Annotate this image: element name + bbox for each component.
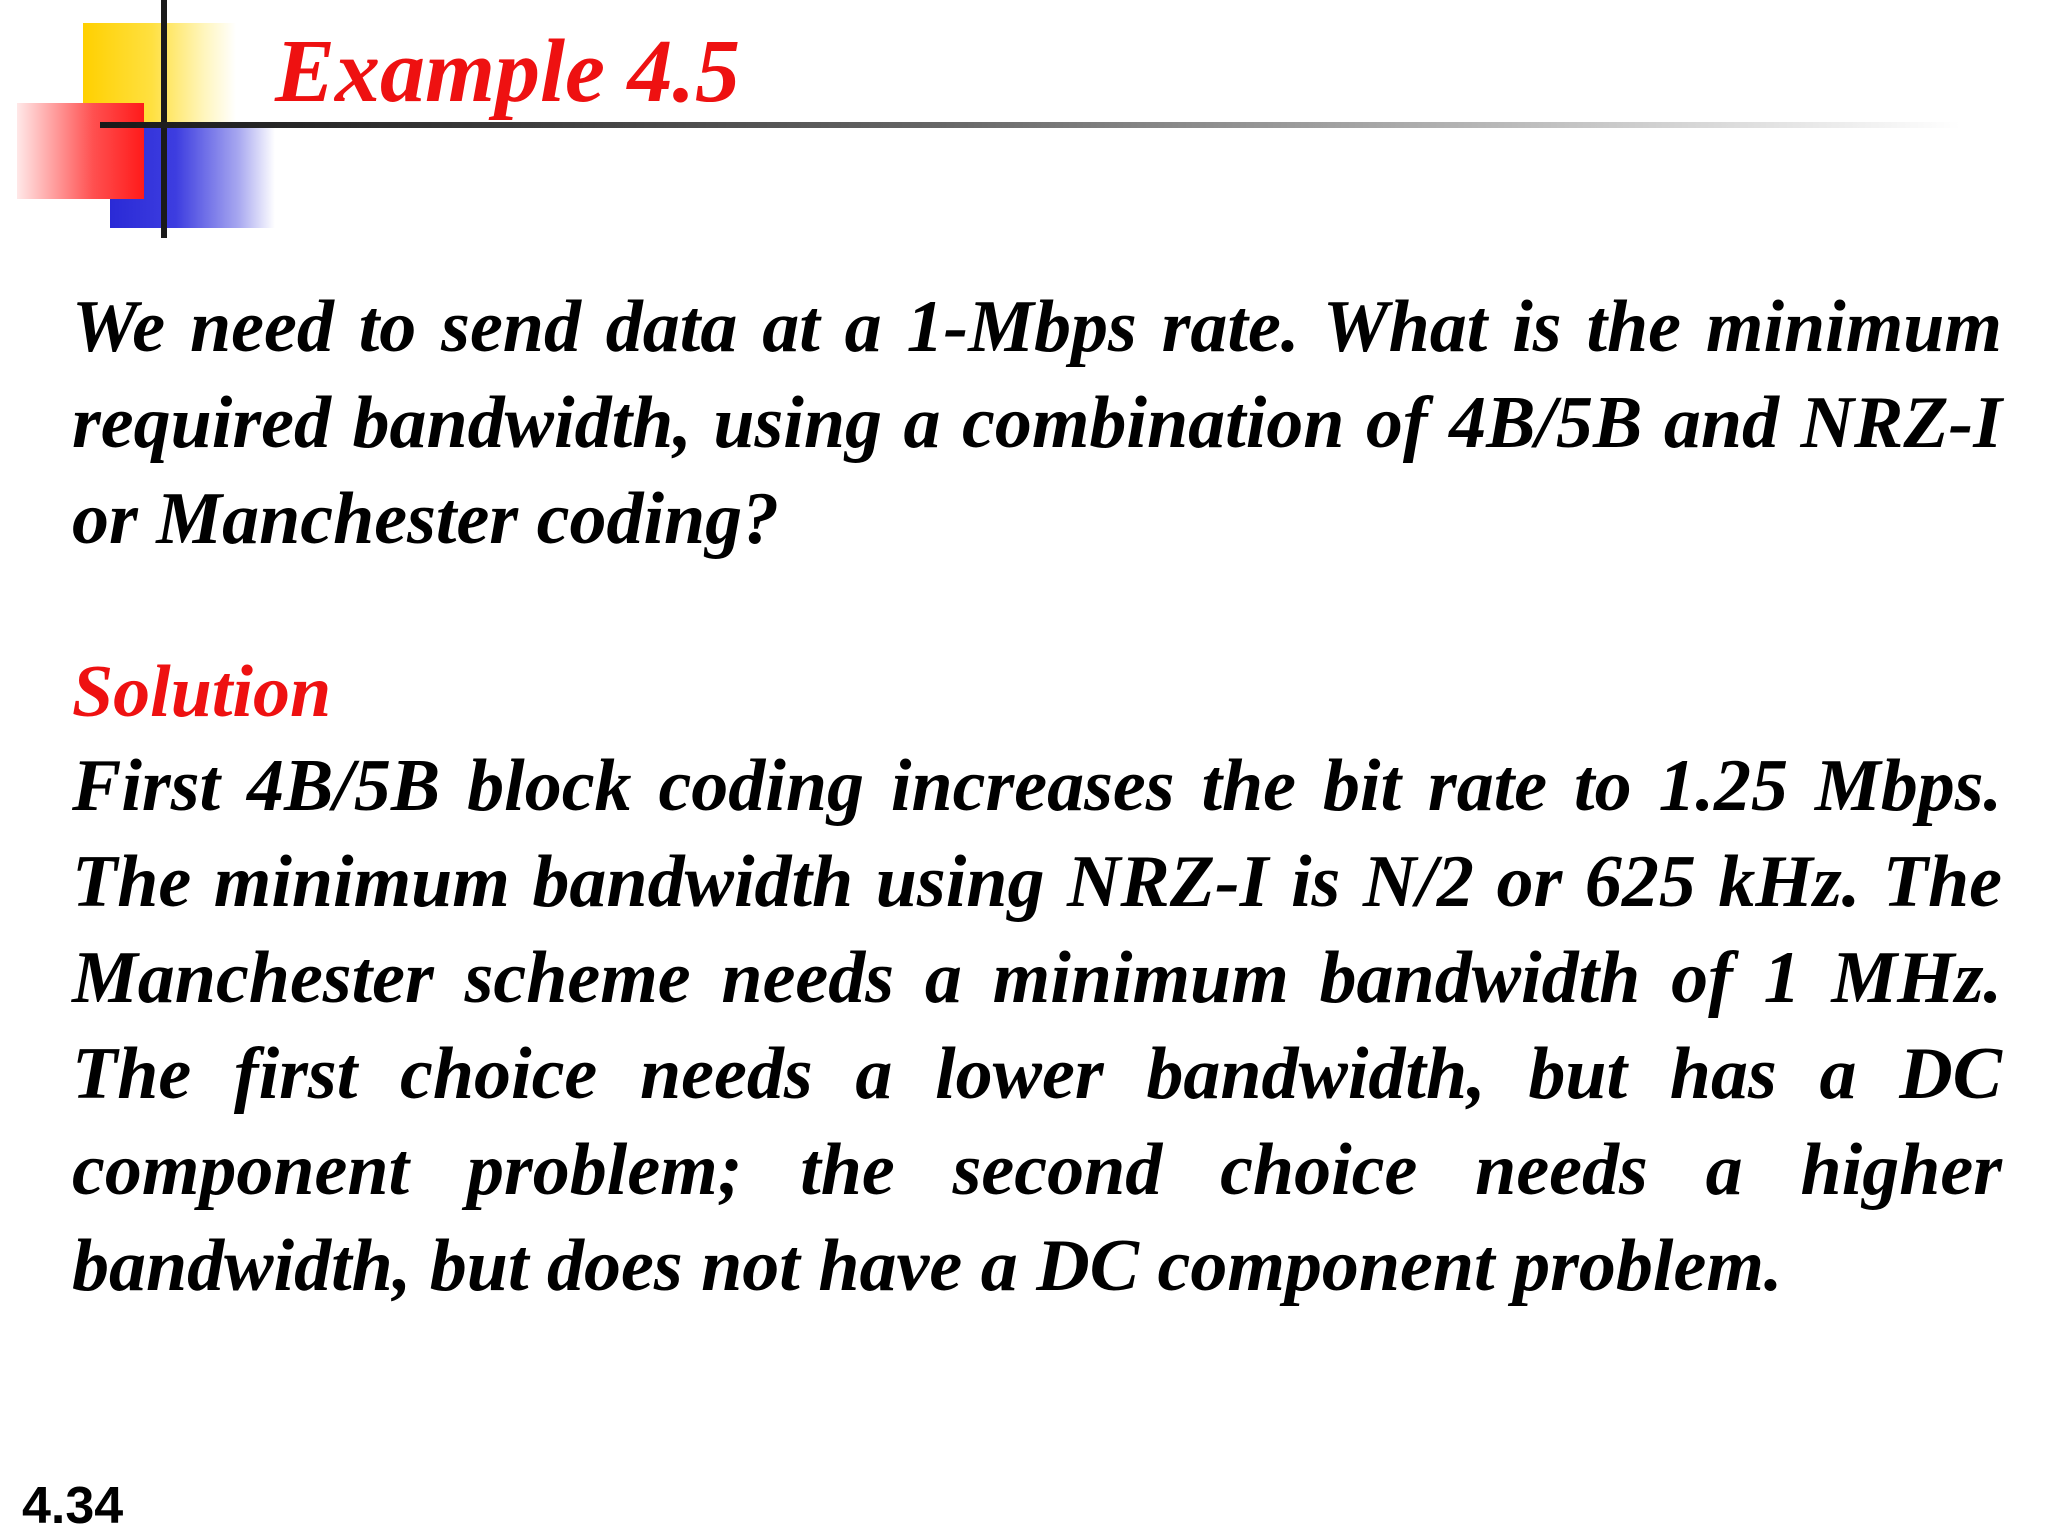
red-square-decoration <box>17 103 144 199</box>
corner-decoration <box>0 0 300 260</box>
solution-text: First 4B/5B block coding increases the bit rate to 1.25 Mbps. The minimum bandwidth using NRZ-I is N/2 or 625 kHz. The Manchester scheme needs a minimum bandwidth of 1 MHz. The first choice needs a lower bandwidth, but has a DC component problem; the second choice needs a higher bandwidth, but does not have a DC component problem. <box>72 745 2002 1307</box>
vertical-rule <box>161 0 167 238</box>
slide-title: Example 4.5 <box>275 22 740 121</box>
page-number: 4.34 <box>22 1477 124 1535</box>
question-text: We need to send data at a 1-Mbps rate. What is the minimum required bandwidth, using a combination of 4B/5B and NRZ-I or Manchester coding? <box>72 286 2002 560</box>
solution-heading: Solution <box>72 651 332 733</box>
